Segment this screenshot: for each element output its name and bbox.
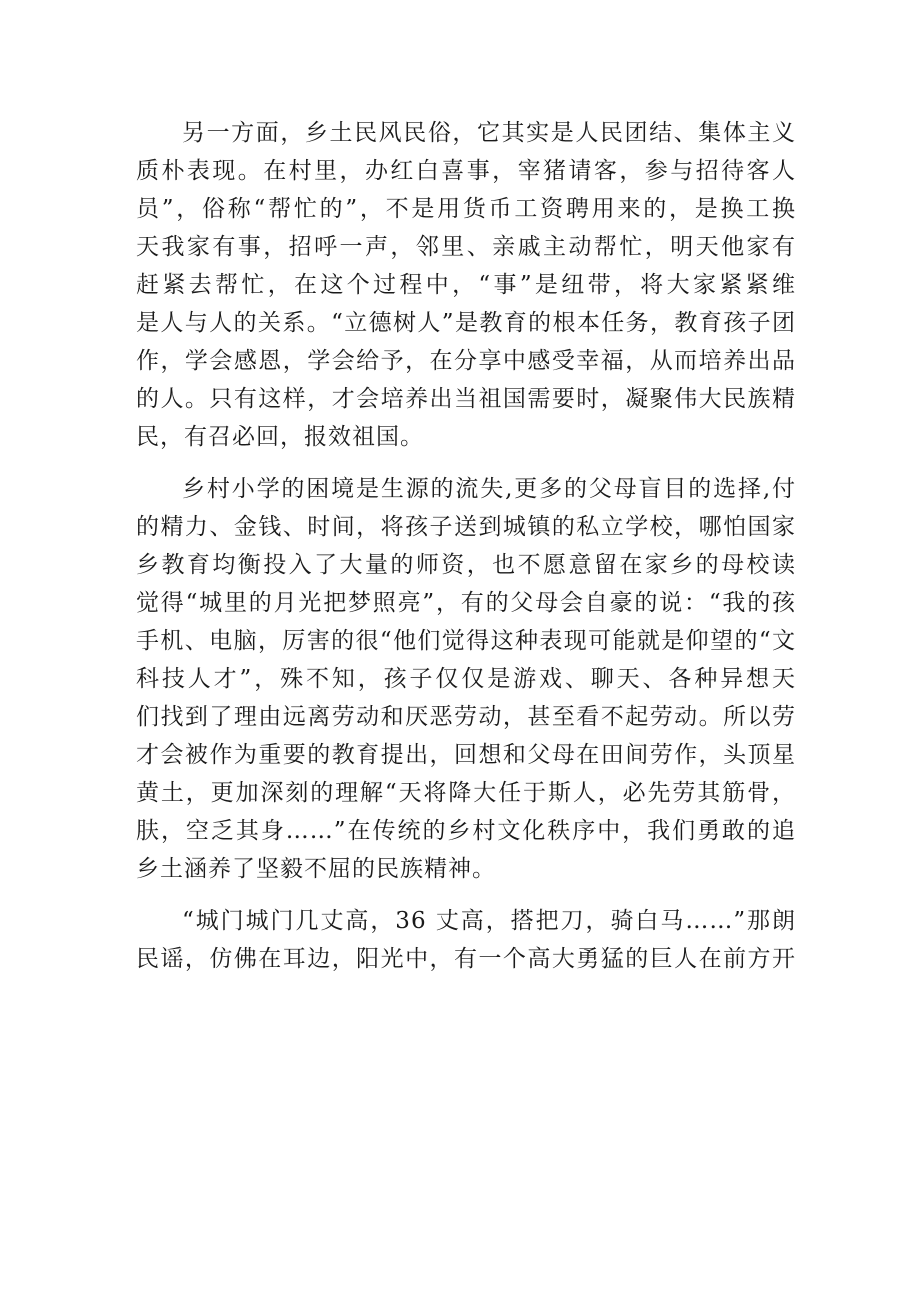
paragraph-line: 员”，俗称“帮忙的”，不是用货币工资聘用来的，是换工换 (136, 196, 796, 222)
paragraph-line: 天我家有事，招呼一声，邻里、亲戚主动帮忙，明天他家有 (136, 234, 796, 260)
paragraph-line: 手机、电脑，厉害的很“他们觉得这种表现可能就是仰望的“文 (136, 628, 796, 654)
paragraph-line: 民谣，仿佛在耳边，阳光中，有一个高大勇猛的巨人在前方开 (136, 946, 796, 972)
body-text (136, 114, 796, 978)
paragraph-line: 是人与人的关系。“立德树人”是教育的根本任务，教育孩子团 (136, 310, 796, 336)
paragraph-line: 肤，空乏其身……”在传统的乡村文化秩序中，我们勇敢的追 (136, 818, 796, 844)
paragraph-line: 的人。只有这样，才会培养出当祖国需要时，凝聚伟大民族精 (136, 386, 796, 412)
paragraph-line: 质朴表现。在村里，办红白喜事，宰猪请客，参与招待客人 (136, 158, 796, 184)
paragraph-line: 才会被作为重要的教育提出，回想和父母在田间劳作，头顶星 (136, 742, 796, 768)
paragraph-3 (136, 902, 796, 978)
paragraph-line: 科技人才”，殊不知，孩子仅仅是游戏、聊天、各种异想天 (136, 666, 796, 692)
paragraph-line: 民，有召必回，报效祖国。 (136, 424, 424, 450)
paragraph-line: 黄土，更加深刻的理解“天将降大任于斯人，必先劳其筋骨， (136, 780, 796, 806)
paragraph-line: 乡教育均衡投入了大量的师资，也不愿意留在家乡的母校读 (136, 552, 796, 578)
paragraph-line: 的精力、金钱、时间，将孩子送到城镇的私立学校，哪怕国家 (136, 514, 796, 540)
paragraph-line: 乡土涵养了坚毅不屈的民族精神。 (136, 856, 496, 882)
paragraph-line: 乡村小学的困境是生源的流失,更多的父母盲目的选择,付 (182, 476, 796, 502)
paragraph-line: 另一方面，乡土民风民俗，它其实是人民团结、集体主义 (182, 120, 796, 146)
paragraph-line: 觉得“城里的月光把梦照亮”，有的父母会自豪的说：“我的孩 (136, 590, 796, 616)
paragraph-line: “城门城门几丈高，36 丈高，搭把刀，骑白马……”那朗 (182, 908, 796, 934)
paragraph-line: 作，学会感恩，学会给予，在分享中感受幸福，从而培养出品 (136, 348, 796, 374)
paragraph-line: 赶紧去帮忙，在这个过程中，“事”是纽带，将大家紧紧维 (136, 272, 796, 298)
paragraph-1 (136, 114, 796, 456)
paragraph-line: 们找到了理由远离劳动和厌恶劳动，甚至看不起劳动。所以劳 (136, 704, 796, 730)
paragraph-2 (136, 470, 796, 888)
